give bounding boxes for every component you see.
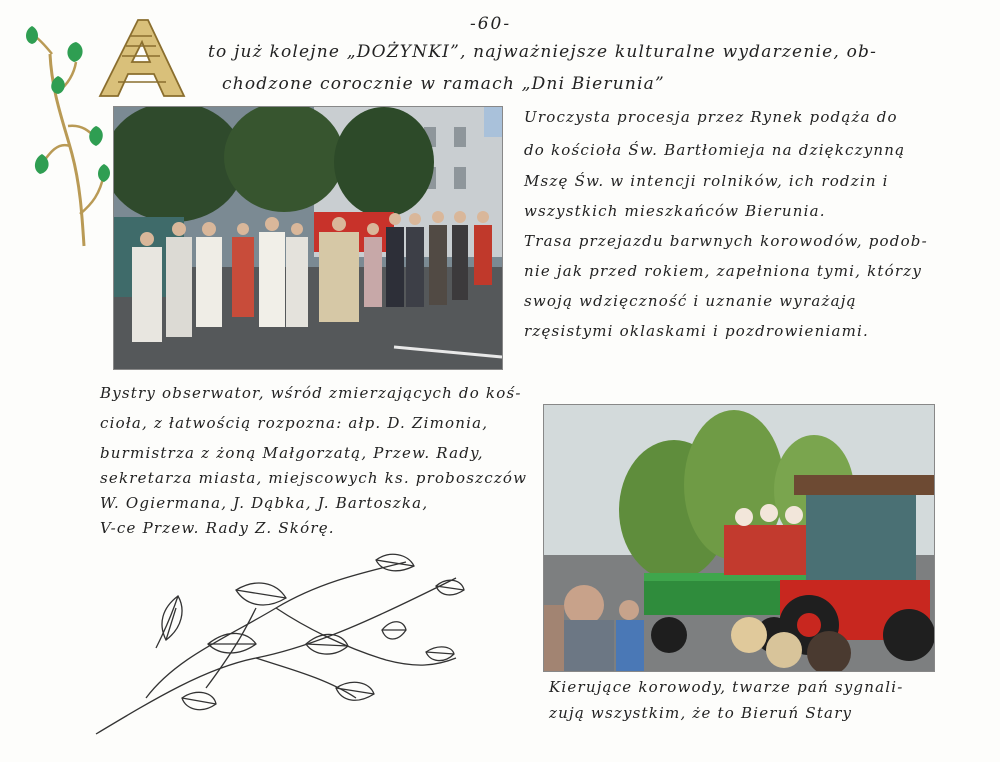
- right-paragraph-line: rzęsistymi oklaskami i pozdrowieniami.: [524, 322, 870, 340]
- left-paragraph-line: V-ce Przew. Rady Z. Skórę.: [100, 519, 335, 537]
- harvest-convoy-photo: [543, 404, 935, 672]
- branch-drawing-icon: [86, 548, 466, 744]
- right-paragraph-line: Mszę Św. w intencji rolników, ich rodzin i: [524, 172, 889, 190]
- right-paragraph-line: swoją wdzięczność i uznanie wyrażają: [524, 292, 857, 310]
- right-paragraph-line: nie jak przed rokiem, zapełniona tymi, którzy: [524, 262, 923, 280]
- procession-photo: [113, 106, 503, 370]
- drop-cap-letter: [92, 16, 190, 102]
- right-paragraph-line: Trasa przejazdu barwnych korowodów, podob-: [524, 232, 928, 250]
- heading-line-2: chodzone corocznie w ramach „Dni Bierunia”: [222, 74, 665, 94]
- caption-line: Kierujące korowody, twarze pań sygnali-: [549, 678, 904, 696]
- left-paragraph-line: cioła, z łatwością rozpozna: ałp. D. Zimonia,: [100, 414, 489, 432]
- right-paragraph-line: wszystkich mieszkańców Bierunia.: [524, 202, 826, 220]
- left-paragraph-line: W. Ogiermana, J. Dąbka, J. Bartoszka,: [100, 494, 429, 512]
- caption-line: zują wszystkim, że to Bieruń Stary: [549, 704, 853, 722]
- page-number: -60-: [470, 14, 512, 34]
- heading-line-1: to już kolejne „DOŻYNKI”, najważniejsze kulturalne wydarzenie, ob-: [208, 42, 878, 62]
- right-paragraph-line: do kościoła Św. Bartłomieja na dziękczynną: [524, 141, 906, 159]
- left-paragraph-line: Bystry obserwator, wśród zmierzających do koś-: [100, 384, 522, 402]
- left-paragraph-line: sekretarza miasta, miejscowych ks. proboszczów: [100, 469, 528, 487]
- left-paragraph-line: burmistrza z żoną Małgorzatą, Przew. Rady,: [100, 444, 484, 462]
- right-paragraph-line: Uroczysta procesja przez Rynek podąża do: [524, 108, 898, 126]
